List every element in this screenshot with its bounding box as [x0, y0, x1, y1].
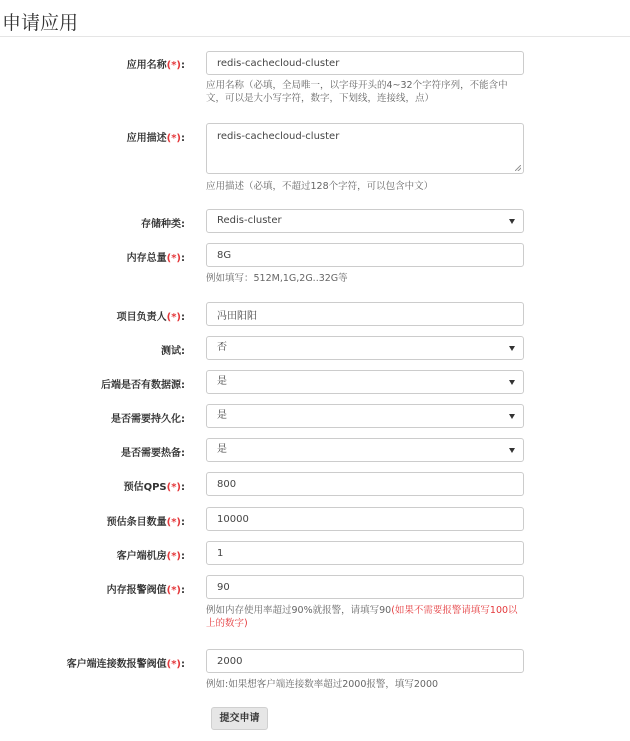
is-test-select[interactable] [206, 336, 524, 360]
app-name-label: 应用名称(*): [126, 60, 185, 71]
memory-alert-help: 例如内存使用率超过90%就报警，请填写90(如果不需要报警请填写100以上的数字) [206, 605, 518, 629]
project-owner-input[interactable] [206, 302, 524, 326]
storage-type-value: Redis-cluster [217, 215, 282, 226]
client-datacenter-label: 客户端机房(*): [116, 551, 185, 562]
page-title: 申请应用 [2, 12, 79, 34]
chevron-down-icon [509, 414, 515, 419]
is-test-label: 测试: [161, 346, 185, 357]
chevron-down-icon [509, 448, 515, 453]
persistence-select[interactable] [206, 404, 524, 428]
memory-total-input[interactable] [206, 243, 524, 267]
chevron-down-icon [509, 346, 515, 351]
memory-alert-input[interactable] [206, 575, 524, 599]
hot-standby-value: 是 [217, 444, 227, 455]
estimated-qps-label: 预估QPS(*): [123, 482, 185, 493]
app-name-input[interactable] [206, 51, 524, 75]
backend-source-select[interactable] [206, 370, 524, 394]
memory-alert-warning: (如果不需要报警请填写100以上的数字) [206, 605, 518, 629]
chevron-down-icon [509, 219, 515, 224]
conn-alert-help: 例如:如果想客户端连接数率超过2000报警，填写2000 [206, 679, 439, 690]
app-desc-value: redis-cachecloud-cluster [217, 131, 340, 142]
persistence-label: 是否需要持久化: [111, 414, 185, 425]
app-desc-textarea[interactable] [206, 123, 524, 174]
hot-standby-select[interactable] [206, 438, 524, 462]
memory-total-help: 例如填写：512M,1G,2G..32G等 [206, 273, 348, 284]
resize-grip-icon[interactable] [515, 165, 521, 171]
conn-alert-input[interactable] [206, 649, 524, 673]
storage-type-select[interactable] [206, 209, 524, 233]
memory-total-label: 内存总量(*): [126, 253, 185, 264]
app-desc-label: 应用描述(*): [126, 133, 185, 144]
conn-alert-label: 客户端连接数报警阀值(*): [66, 659, 185, 670]
chevron-down-icon [509, 380, 515, 385]
memory-alert-label: 内存报警阀值(*): [106, 585, 185, 596]
project-owner-label: 项目负责人(*): [116, 312, 185, 323]
title-divider [0, 36, 630, 37]
estimated-items-label: 预估条目数量(*): [106, 517, 185, 528]
app-name-help: 应用名称（必填，全局唯一，以字母开头的4~32个字符序列，不能含中文，可以是大小写字符，数字，下划线，连接线，点） [206, 80, 508, 104]
app-desc-help: 应用描述（必填，不超过128个字符，可以包含中文） [206, 181, 434, 192]
client-datacenter-input[interactable] [206, 541, 524, 565]
submit-button[interactable]: 提交申请 [211, 707, 268, 730]
is-test-value: 否 [217, 342, 227, 353]
estimated-qps-input[interactable] [206, 472, 524, 496]
hot-standby-label: 是否需要热备: [121, 448, 185, 459]
backend-source-value: 是 [217, 376, 227, 387]
storage-type-label: 存储种类: [141, 219, 185, 230]
estimated-items-input[interactable] [206, 507, 524, 531]
persistence-value: 是 [217, 410, 227, 421]
backend-source-label: 后端是否有数据源: [101, 380, 185, 391]
